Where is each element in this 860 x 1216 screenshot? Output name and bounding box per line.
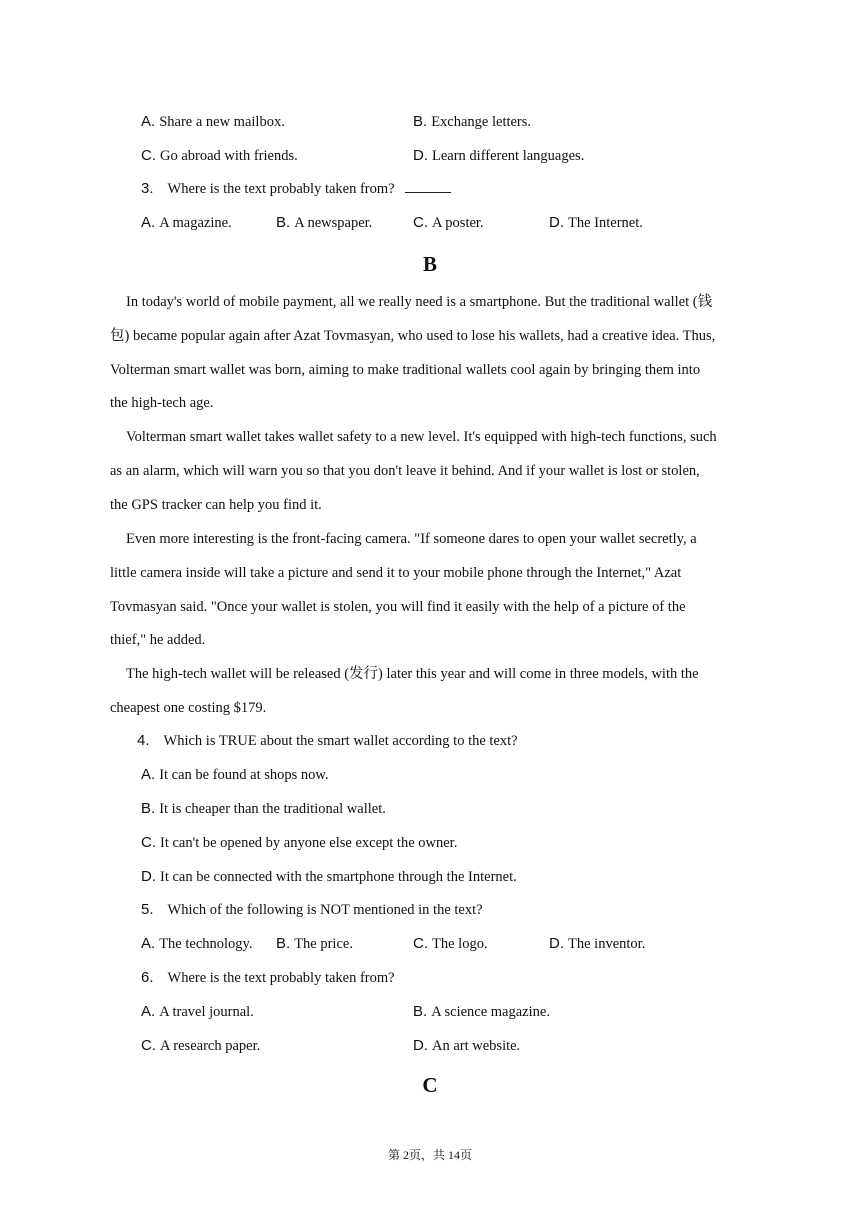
option-letter: D.: [413, 1037, 428, 1054]
question-text: Which of the following is NOT mentioned in the text?: [167, 902, 483, 918]
option-text: Learn different languages.: [432, 148, 585, 164]
passage-line: little camera inside will take a picture and send it to your mobile phone through the Internet," Azat: [110, 564, 682, 581]
option-q3-c: [413, 213, 484, 233]
option-q5-a: [141, 934, 252, 954]
question-number: 3.: [141, 180, 154, 197]
option-text: Go abroad with friends.: [160, 148, 298, 164]
section-b-heading: B: [422, 252, 437, 276]
option-q4-d: [141, 867, 517, 887]
option-letter: A.: [141, 214, 156, 231]
question-text: Where is the text probably taken from?: [167, 970, 395, 986]
passage-paragraph-1: [110, 292, 755, 427]
option-letter: C.: [413, 935, 428, 952]
option-q3-d: [549, 213, 643, 233]
passage-paragraph-4: [110, 664, 755, 732]
option-text: An art website.: [432, 1038, 521, 1054]
option-text: It can be connected with the smartphone through the Internet.: [160, 869, 517, 885]
option-text: The inventor.: [568, 936, 646, 952]
passage-line: as an alarm, which will warn you so that you don't leave it behind. And if your wallet is lost or stolen,: [110, 462, 700, 479]
option-q5-b: [276, 934, 353, 954]
section-c-heading: C: [422, 1073, 438, 1097]
passage-line: Tovmasyan said. "Once your wallet is stolen, you will find it easily with the help of a picture of the: [110, 598, 686, 615]
option-letter: B.: [413, 113, 428, 130]
option-q6-b: [413, 1002, 550, 1022]
question-4: [137, 731, 518, 751]
answer-blank[interactable]: [405, 180, 451, 193]
passage-line: Even more interesting is the front-facing camera. "If someone dares to open your wallet secretly, a: [126, 531, 697, 547]
option-letter: A.: [141, 113, 156, 130]
option-text: Share a new mailbox.: [159, 114, 285, 130]
option-q6-a: [141, 1002, 254, 1022]
question-number: 4.: [137, 732, 150, 749]
question-5: [141, 900, 483, 920]
option-letter: A.: [141, 766, 156, 783]
option-q2-c: [141, 146, 298, 166]
option-text: A travel journal.: [159, 1004, 254, 1020]
option-text: A newspaper.: [294, 215, 373, 231]
option-q5-d: [549, 934, 645, 954]
passage-line: the GPS tracker can help you find it.: [110, 496, 322, 513]
option-text: A poster.: [432, 215, 484, 231]
option-q3-a: [141, 213, 232, 233]
option-letter: C.: [413, 214, 428, 231]
option-text: The logo.: [432, 936, 488, 952]
option-text: Exchange letters.: [431, 114, 532, 130]
option-letter: D.: [413, 147, 428, 164]
passage-line: 包) became popular again after Azat Tovmasyan, who used to lose his wallets, had a creative idea. Thus,: [110, 327, 716, 344]
option-q2-b: [413, 112, 531, 132]
question-3: [141, 179, 451, 199]
option-q4-a: [141, 765, 329, 785]
question-number: 6.: [141, 969, 154, 986]
option-letter: B.: [141, 800, 156, 817]
option-q4-b: [141, 799, 386, 819]
option-text: The Internet.: [568, 215, 643, 231]
option-text: A magazine.: [159, 215, 232, 231]
option-text: It can be found at shops now.: [159, 767, 329, 783]
passage-line: the high-tech age.: [110, 395, 214, 412]
option-q2-d: [413, 146, 584, 166]
option-letter: D.: [549, 214, 564, 231]
question-6: [141, 968, 395, 988]
passage-line: Volterman smart wallet takes wallet safety to a new level. It's equipped with high-tech functions, such: [126, 429, 717, 445]
option-q6-d: [413, 1036, 520, 1056]
option-letter: A.: [141, 1003, 156, 1020]
passage-line: Volterman smart wallet was born, aiming to make traditional wallets cool again by bringing them into: [110, 361, 701, 378]
passage-line: thief," he added.: [110, 632, 206, 649]
option-letter: B.: [276, 214, 291, 231]
option-text: It can't be opened by anyone else except the owner.: [160, 835, 458, 851]
option-letter: C.: [141, 147, 156, 164]
passage-line: In today's world of mobile payment, all we really need is a smartphone. But the traditional wallet (钱: [126, 294, 713, 310]
option-letter: B.: [413, 1003, 428, 1020]
passage-paragraph-3: [110, 529, 755, 664]
question-text: Which is TRUE about the smart wallet according to the text?: [163, 733, 518, 749]
question-text: Where is the text probably taken from?: [167, 181, 395, 197]
option-q5-c: [413, 934, 488, 954]
option-letter: C.: [141, 1037, 156, 1054]
option-letter: C.: [141, 834, 156, 851]
option-q4-c: [141, 833, 457, 853]
option-letter: D.: [141, 868, 156, 885]
question-number: 5.: [141, 901, 154, 918]
page-footer: 第 2页，共 14页: [387, 1148, 472, 1162]
passage-line: cheapest one costing $179.: [110, 699, 267, 716]
option-q3-b: [276, 213, 372, 233]
option-letter: A.: [141, 935, 156, 952]
option-text: The technology.: [159, 936, 253, 952]
option-text: It is cheaper than the traditional wallet.: [159, 801, 386, 817]
option-text: A science magazine.: [431, 1004, 550, 1020]
passage-line: The high-tech wallet will be released (发行) later this year and will come in three models, with the: [126, 666, 699, 682]
passage-paragraph-2: [110, 427, 755, 528]
option-q6-c: [141, 1036, 260, 1056]
option-q2-a: [141, 112, 285, 132]
option-letter: D.: [549, 935, 564, 952]
option-text: The price.: [294, 936, 353, 952]
option-text: A research paper.: [160, 1038, 261, 1054]
option-letter: B.: [276, 935, 291, 952]
